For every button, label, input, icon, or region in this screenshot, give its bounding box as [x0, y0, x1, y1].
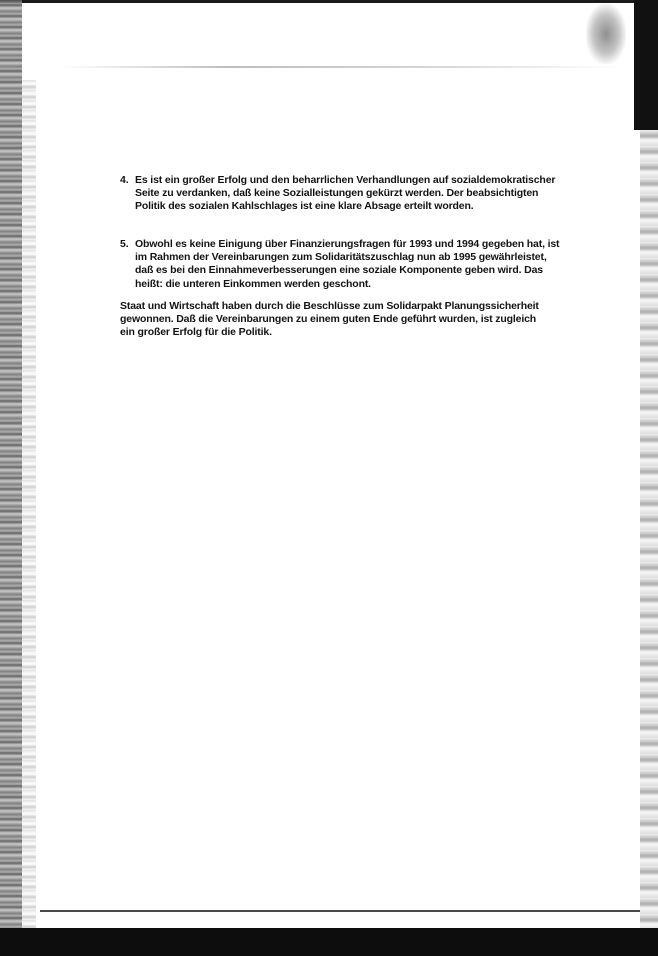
scan-corner-blot [586, 4, 626, 64]
scan-right-edge [640, 130, 658, 930]
scan-bottom-rule [40, 910, 640, 912]
scan-top-edge [0, 0, 658, 3]
scan-left-edge-shadow [22, 80, 36, 930]
list-number: 4. [120, 174, 129, 186]
list-item-text: Obwohl es keine Einigung über Finanzierungsfragen für 1993 und 1994 gegeben hat, ist im Rahmen der Vereinbarungen zum Solidaritätszuschlag nun ab 1995 gewährleistet, daß es bei den Einnahmeverbesserungen eine soziale Komponente geben wird. Das heißt: die unteren Einkommen werden geschont. [135, 238, 560, 290]
list-item-text: Es ist ein großer Erfolg und den beharrlichen Verhandlungen auf sozialdemokratischer Seite zu verdanken, daß keine Sozialleistungen gekürzt werden. Der beabsichtigten Politik des sozialen Kahlschlages ist eine klare Absage erteilt worden. [135, 174, 556, 213]
closing-paragraph: Staat und Wirtschaft haben durch die Beschlüsse zum Solidarpakt Planungssicherheit gewonnen. Daß die Vereinbarungen zu einem guten Ende geführt wurden, ist zugleich ein großer Erfolg für die Politik. [120, 300, 539, 339]
scan-bottom-band [0, 928, 658, 956]
list-item-5 [120, 238, 560, 291]
list-number: 5. [120, 238, 129, 250]
scan-right-bar [634, 0, 658, 130]
scan-left-edge [0, 0, 22, 930]
list-item-4 [120, 174, 560, 214]
scan-top-smudge [60, 66, 620, 68]
